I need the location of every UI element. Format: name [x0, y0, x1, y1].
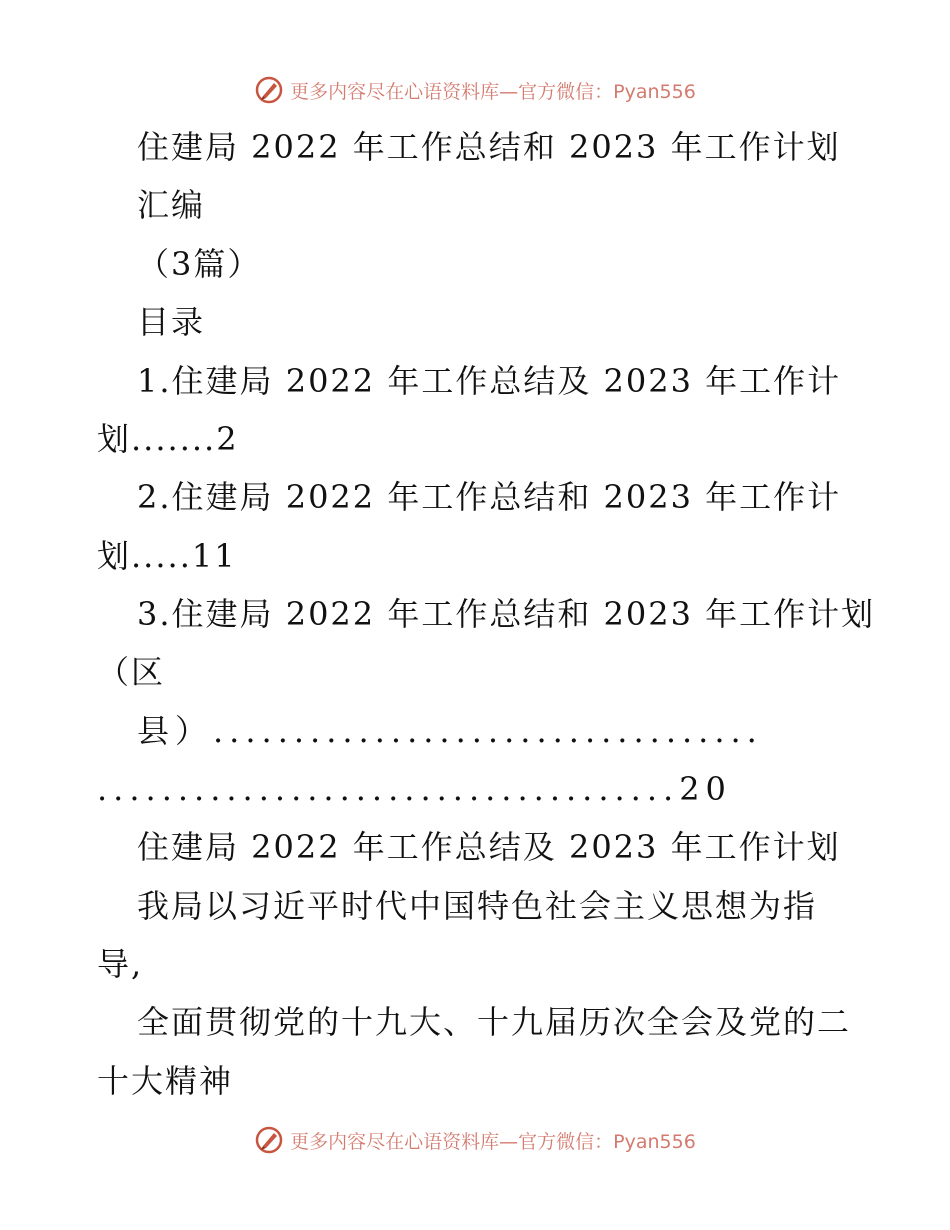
watermark-text: 更多内容尽在心语资料库—官方微信：Pyan556 — [290, 80, 696, 103]
watermark-header — [0, 70, 950, 110]
toc-entry-2: 2.住建局 2022 年工作总结和 2023 年工作计 — [137, 478, 842, 516]
toc-entry-3-page: ....................................20 — [97, 770, 732, 808]
section-title: 住建局 2022 年工作总结及 2023 年工作计划 — [137, 828, 841, 866]
toc-entry-2-cont: 划.....11 — [97, 537, 237, 575]
pen-logo-icon — [254, 75, 284, 105]
watermark-text: 更多内容尽在心语资料库—官方微信：Pyan556 — [290, 1130, 696, 1153]
doc-title-line-1: 住建局 2022 年工作总结和 2023 年工作计划 — [137, 128, 841, 166]
pen-logo-icon — [254, 1125, 284, 1155]
doc-subtitle: （3篇） — [137, 245, 262, 283]
toc-entry-3-cont: （区 — [97, 653, 166, 691]
body-line-1: 我局以习近平时代中国特色社会主义思想为指 — [137, 887, 818, 925]
body-line-3: 全面贯彻党的十九大、十九届历次全会及党的二 — [137, 1003, 852, 1041]
toc-entry-3-dots: 县）.................................. — [137, 712, 763, 750]
toc-heading: 目录 — [137, 303, 206, 341]
body-line-2: 导, — [97, 945, 144, 983]
toc-entry-1: 1.住建局 2022 年工作总结及 2023 年工作计 — [137, 362, 842, 400]
toc-entry-3: 3.住建局 2022 年工作总结和 2023 年工作计划 — [137, 595, 876, 633]
body-line-4: 十大精神 — [97, 1062, 234, 1100]
watermark-footer — [0, 1120, 950, 1160]
toc-entry-1-cont: 划.......2 — [97, 420, 239, 458]
doc-title-line-2: 汇编 — [137, 186, 206, 224]
